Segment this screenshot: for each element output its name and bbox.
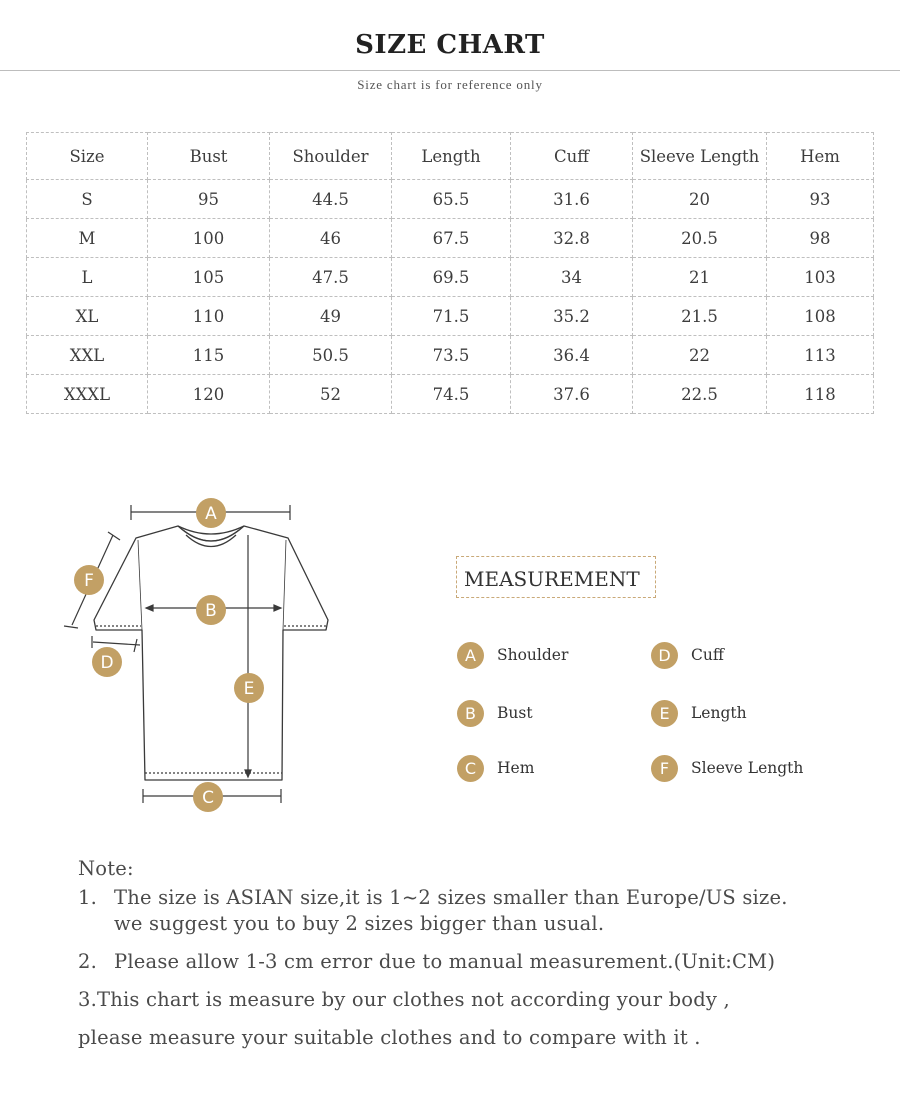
legend-label: Length xyxy=(691,704,747,722)
table-row xyxy=(27,180,874,219)
header-cell: Length xyxy=(392,133,511,180)
header-cell: Sleeve Length xyxy=(633,133,767,180)
table-cell: XXL xyxy=(27,336,148,375)
marker-d-label: D xyxy=(100,653,114,673)
legend-item-shoulder xyxy=(457,641,568,669)
table-cell: S xyxy=(27,180,148,219)
table-cell: L xyxy=(27,258,148,297)
table-cell: 34 xyxy=(511,258,633,297)
tshirt-outline-icon xyxy=(94,526,328,780)
note-2-number: 2. xyxy=(78,950,98,973)
legend-item-bust xyxy=(457,699,533,727)
marker-e xyxy=(234,673,264,703)
marker-a-label: A xyxy=(205,504,217,524)
marker-d xyxy=(92,647,122,677)
table-row xyxy=(27,336,874,375)
note-heading: Note: xyxy=(78,857,134,880)
legend-badge: A xyxy=(457,642,484,669)
table-cell: XXXL xyxy=(27,375,148,414)
table-cell: 20 xyxy=(633,180,767,219)
page-title: SIZE CHART xyxy=(355,30,545,60)
note-3-line-2: please measure your suitable clothes and to compare with it . xyxy=(78,1026,701,1049)
table-cell: 103 xyxy=(767,258,874,297)
table-cell: 100 xyxy=(148,219,270,258)
table-row xyxy=(27,297,874,336)
table-cell: 50.5 xyxy=(270,336,392,375)
legend-badge: D xyxy=(651,642,678,669)
legend-item-length xyxy=(651,699,747,727)
header-cell: Shoulder xyxy=(270,133,392,180)
table-cell: 108 xyxy=(767,297,874,336)
table-cell: 71.5 xyxy=(392,297,511,336)
table-cell: 67.5 xyxy=(392,219,511,258)
table-cell: 118 xyxy=(767,375,874,414)
table-header-row xyxy=(27,133,874,180)
table-cell: 22.5 xyxy=(633,375,767,414)
legend-label: Shoulder xyxy=(497,646,569,664)
marker-c xyxy=(193,782,223,812)
table-cell: 93 xyxy=(767,180,874,219)
table-cell: 21 xyxy=(633,258,767,297)
legend-badge: B xyxy=(457,700,484,727)
table-cell: 52 xyxy=(270,375,392,414)
table-row xyxy=(27,258,874,297)
table-cell: XL xyxy=(27,297,148,336)
table-cell: 31.6 xyxy=(511,180,633,219)
legend-label: Hem xyxy=(497,759,535,777)
note-1-text: The size is ASIAN size,it is 1~2 sizes smaller than Europe/US size. xyxy=(114,886,788,909)
table-cell: 36.4 xyxy=(511,336,633,375)
marker-e-label: E xyxy=(243,679,255,699)
legend-badge: E xyxy=(651,700,678,727)
table-cell: 21.5 xyxy=(633,297,767,336)
note-1-line-2: we suggest you to buy 2 sizes bigger than usual. xyxy=(114,912,605,935)
table-cell: 37.6 xyxy=(511,375,633,414)
table-row xyxy=(27,219,874,258)
header-cell: Hem xyxy=(767,133,874,180)
page-subtitle: Size chart is for reference only xyxy=(357,77,543,92)
legend-badge: C xyxy=(457,755,484,782)
table-cell: 20.5 xyxy=(633,219,767,258)
legend-item-hem xyxy=(457,754,534,782)
measurement-title-box xyxy=(456,556,656,598)
table-cell: 110 xyxy=(148,297,270,336)
note-3-line-1: 3.This chart is measure by our clothes not according your body , xyxy=(78,988,730,1011)
table-cell: 105 xyxy=(148,258,270,297)
table-cell: 44.5 xyxy=(270,180,392,219)
legend-item-cuff xyxy=(651,641,724,669)
table-cell: 98 xyxy=(767,219,874,258)
marker-a xyxy=(196,498,226,528)
note-2 xyxy=(78,950,775,973)
note-1-number: 1. xyxy=(78,886,98,909)
table-cell: 74.5 xyxy=(392,375,511,414)
table-cell: 22 xyxy=(633,336,767,375)
size-table xyxy=(26,132,874,414)
table-cell: 49 xyxy=(270,297,392,336)
table-cell: 32.8 xyxy=(511,219,633,258)
legend-item-sleeve-length xyxy=(651,754,803,782)
table-cell: 69.5 xyxy=(392,258,511,297)
table-cell: 65.5 xyxy=(392,180,511,219)
table-cell: 95 xyxy=(148,180,270,219)
note-1-line-1 xyxy=(78,886,788,909)
table-row xyxy=(27,375,874,414)
table-cell: 35.2 xyxy=(511,297,633,336)
tshirt-diagram xyxy=(0,480,360,820)
marker-f-label: F xyxy=(84,571,94,591)
table-cell: 113 xyxy=(767,336,874,375)
table-cell: 115 xyxy=(148,336,270,375)
legend-label: Bust xyxy=(497,704,533,722)
table-cell: M xyxy=(27,219,148,258)
header-cell: Size xyxy=(27,133,148,180)
table-cell: 73.5 xyxy=(392,336,511,375)
legend-label: Sleeve Length xyxy=(691,759,804,777)
marker-c-label: C xyxy=(202,788,214,808)
table-cell: 47.5 xyxy=(270,258,392,297)
header-cell: Cuff xyxy=(511,133,633,180)
table-cell: 120 xyxy=(148,375,270,414)
header-cell: Bust xyxy=(148,133,270,180)
title-divider xyxy=(0,70,900,71)
table-cell: 46 xyxy=(270,219,392,258)
note-2-text: Please allow 1-3 cm error due to manual measurement.(Unit:CM) xyxy=(114,950,776,973)
legend-label: Cuff xyxy=(691,646,724,664)
marker-f xyxy=(74,565,104,595)
marker-b xyxy=(196,595,226,625)
measurement-title: MEASUREMENT xyxy=(464,567,640,591)
legend-badge: F xyxy=(651,755,678,782)
marker-b-label: B xyxy=(205,601,217,621)
